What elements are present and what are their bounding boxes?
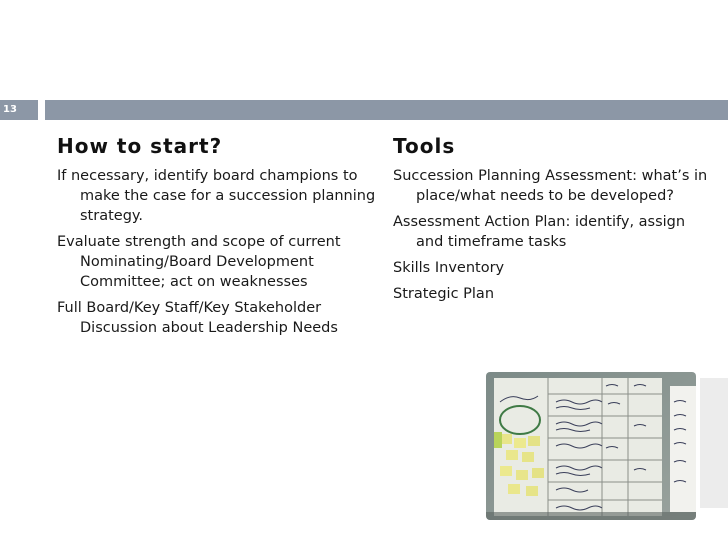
left-item: Full Board/Key Staff/Key Stakeholder Discussion about Leadership Needs: [57, 300, 338, 336]
planning-wall-photo: [486, 372, 696, 520]
left-column: [57, 134, 377, 344]
right-item: Strategic Plan: [393, 286, 495, 302]
adjacent-paper-edge: [700, 378, 728, 508]
left-item: Evaluate strength and scope of current Nominating/Board Development Committee; act on weaknesses: [57, 234, 341, 290]
left-heading: How to start?: [57, 134, 223, 158]
header-bar: [45, 100, 728, 120]
right-item: Assessment Action Plan: identify, assign and timeframe tasks: [393, 214, 686, 250]
right-column: [393, 134, 713, 310]
right-heading: Tools: [393, 134, 456, 158]
slide-number: 13: [0, 100, 38, 120]
left-item: If necessary, identify board champions to make the case for a succession planning strategy.: [57, 168, 376, 224]
photo-illustration: [486, 372, 696, 520]
right-item: Succession Planning Assessment: what’s in place/what needs to be developed?: [393, 168, 708, 204]
right-item: Skills Inventory: [393, 260, 505, 276]
